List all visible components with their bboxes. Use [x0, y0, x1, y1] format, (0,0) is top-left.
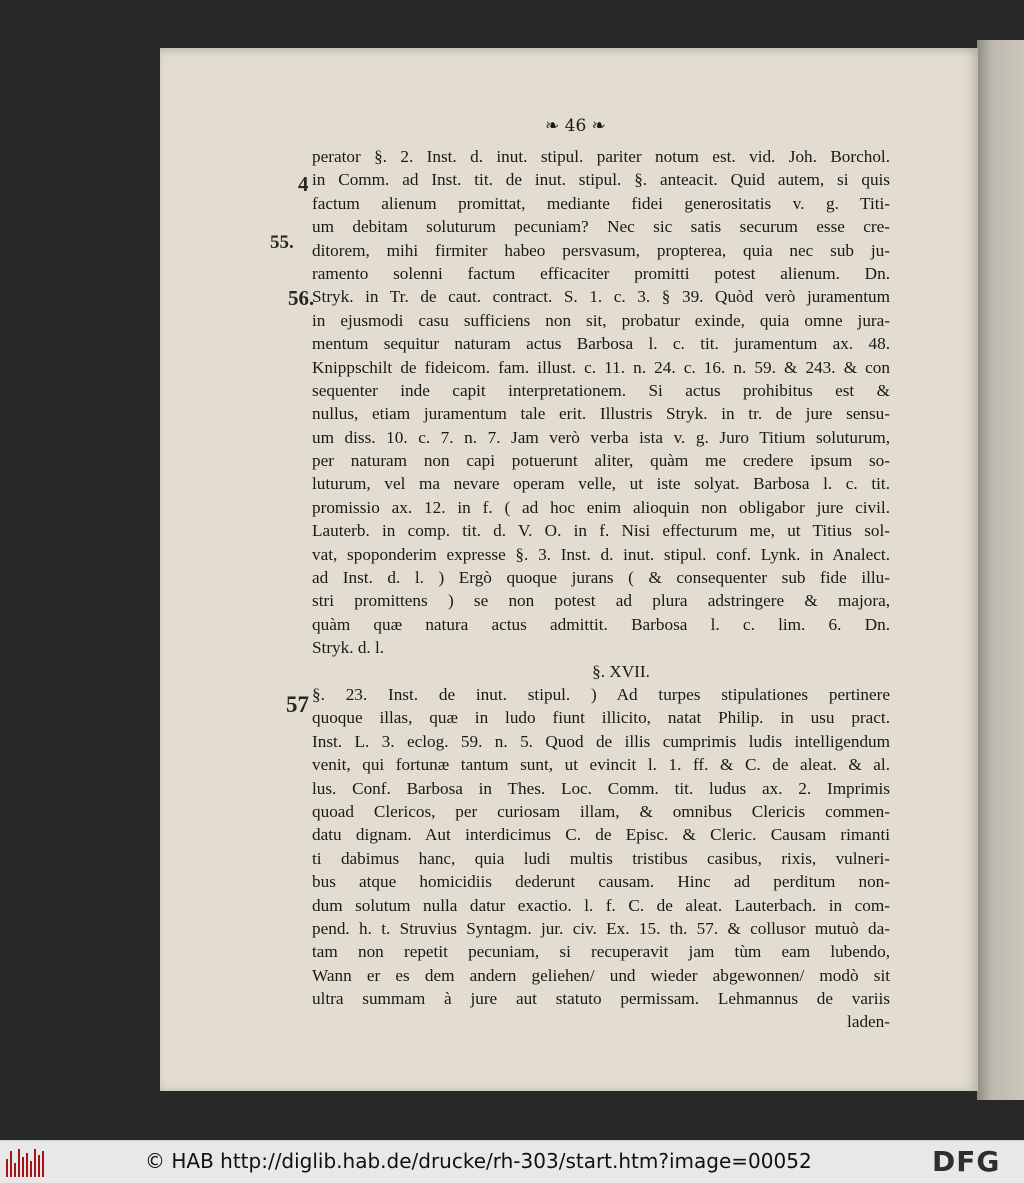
- text-line: Stryk. in Tr. de caut. contract. S. 1. c. 3. § 39. Quòd verò juramentum: [312, 287, 890, 307]
- text-line: in Comm. ad Inst. tit. de inut. stipul. §. anteacit. Quid autem, si quis: [312, 170, 890, 190]
- text-line: quoque illas, quæ in ludo fiunt illicito, natat Philip. in usu pract.: [312, 708, 890, 728]
- text-line: quoad Clericos, per curiosam illam, & omnibus Clericis commen-: [312, 801, 890, 821]
- margin-number: 55.: [270, 232, 294, 253]
- text-line: Inst. L. 3. eclog. 59. n. 5. Quod de illis cumprimis ludis intelligendum: [312, 731, 890, 751]
- text-line: dum solutum nulla datur exactio. l. f. C. de aleat. Lauterbach. in com-: [312, 895, 890, 915]
- text-line: bus atque homicidiis dederunt causam. Hinc ad perditum non-: [312, 872, 890, 892]
- text-line: lus. Conf. Barbosa in Thes. Loc. Comm. tit. ludus ax. 2. Imprimis: [312, 778, 890, 798]
- text-line: ramento solenni factum efficaciter promitti potest alienum. Dn.: [312, 263, 890, 283]
- body-text: [312, 145, 890, 1034]
- text-line: in ejusmodi casu sufficiens non sit, probatur exinde, quia omne jura-: [312, 310, 890, 330]
- text-line: nullus, etiam juramentum tale erit. Illustris Stryk. in tr. de jure sensu-: [312, 404, 890, 424]
- text-line: pend. h. t. Struvius Syntagm. jur. civ. Ex. 15. th. 57. & collusor mutuò da-: [312, 918, 890, 938]
- text-line: ad Inst. d. l. ) Ergò quoque jurans ( & consequenter sub fide illu-: [312, 568, 890, 588]
- text-line: perator §. 2. Inst. d. inut. stipul. pariter notum est. vid. Joh. Borchol.: [312, 147, 890, 166]
- copyright-url-text: © HAB http://diglib.hab.de/drucke/rh-303/start.htm?image=00052: [145, 1149, 812, 1173]
- page-number-header: ❧ 46 ❧: [545, 116, 606, 136]
- text-line: stri promittens ) se non potest ad plura adstringere & majora,: [312, 591, 890, 611]
- margin-number: 4: [298, 172, 309, 196]
- section-heading: §. XVII.: [592, 661, 650, 681]
- text-line: um debitam soluturum pecuniam? Nec sic satis securum esse cre-: [312, 217, 890, 237]
- text-line: Lauterb. in comp. tit. d. V. O. in f. Nisi effecturum me, ut Titius sol-: [312, 521, 890, 541]
- text-line: tam non repetit pecuniam, si recuperavit jam tùm eam lubendo,: [312, 942, 890, 962]
- margin-number: 57: [286, 692, 309, 717]
- text-line: luturum, vel ma nevare operam velle, ut iste solyat. Barbosa l. c. tit.: [312, 474, 890, 494]
- text-line: Knippschilt de fideicom. fam. illust. c. 11. n. 24. c. 16. n. 59. & 243. & con: [312, 357, 890, 377]
- next-page-edge: [977, 40, 1024, 1100]
- text-line: per naturam non capi potuerunt aliter, quàm me credere ipsum so-: [312, 451, 890, 471]
- text-line: vat, spoponderim expresse §. 3. Inst. d. inut. stipul. conf. Lynk. in Analect.: [312, 544, 890, 564]
- margin-number: 56.: [288, 286, 315, 310]
- text-line: sequenter inde capit interpretationem. Si actus prohibitus est &: [312, 380, 890, 400]
- text-line: promissio ax. 12. in f. ( ad hoc enim alioquin non obligabor jure civil.: [312, 497, 890, 517]
- dfg-logo: DFG: [932, 1145, 1001, 1178]
- text-line: factum alienum promittat, mediante fidei generositatis v. g. Titi-: [312, 193, 890, 213]
- hab-logo-icon: [6, 1147, 46, 1177]
- text-line: ditorem, mihi firmiter habeo persvasum, propterea, quia nec sub ju-: [312, 240, 890, 260]
- text-line: Wann er es dem andern geliehen/ und wieder abgewonnen/ modò sit: [312, 965, 890, 985]
- text-line: ti dabimus hanc, quia ludi multis tristibus casibus, rixis, vulneri-: [312, 848, 890, 868]
- text-line: §. 23. Inst. de inut. stipul. ) Ad turpes stipulationes pertinere: [312, 684, 890, 704]
- text-line: datu dignam. Aut interdicimus C. de Episc. & Cleric. Causam rimanti: [312, 825, 890, 845]
- text-line: venit, qui fortunæ tantum sunt, ut evincit l. 1. ff. & C. de aleat. & al.: [312, 755, 890, 775]
- viewer-footer: [0, 1140, 1024, 1183]
- text-line: quàm quæ natura actus admittit. Barbosa l. c. lim. 6. Dn.: [312, 614, 890, 634]
- text-line: um diss. 10. c. 7. n. 7. Jam verò verba ista v. g. Juro Titium soluturum,: [312, 427, 890, 447]
- text-line: Stryk. d. l.: [312, 638, 385, 658]
- text-line: ultra summam à jure aut statuto permissam. Lehmannus de variis: [312, 989, 890, 1009]
- text-line: mentum sequitur naturam actus Barbosa l. c. tit. juramentum ax. 48.: [312, 334, 890, 354]
- catchword: laden-: [847, 1012, 890, 1032]
